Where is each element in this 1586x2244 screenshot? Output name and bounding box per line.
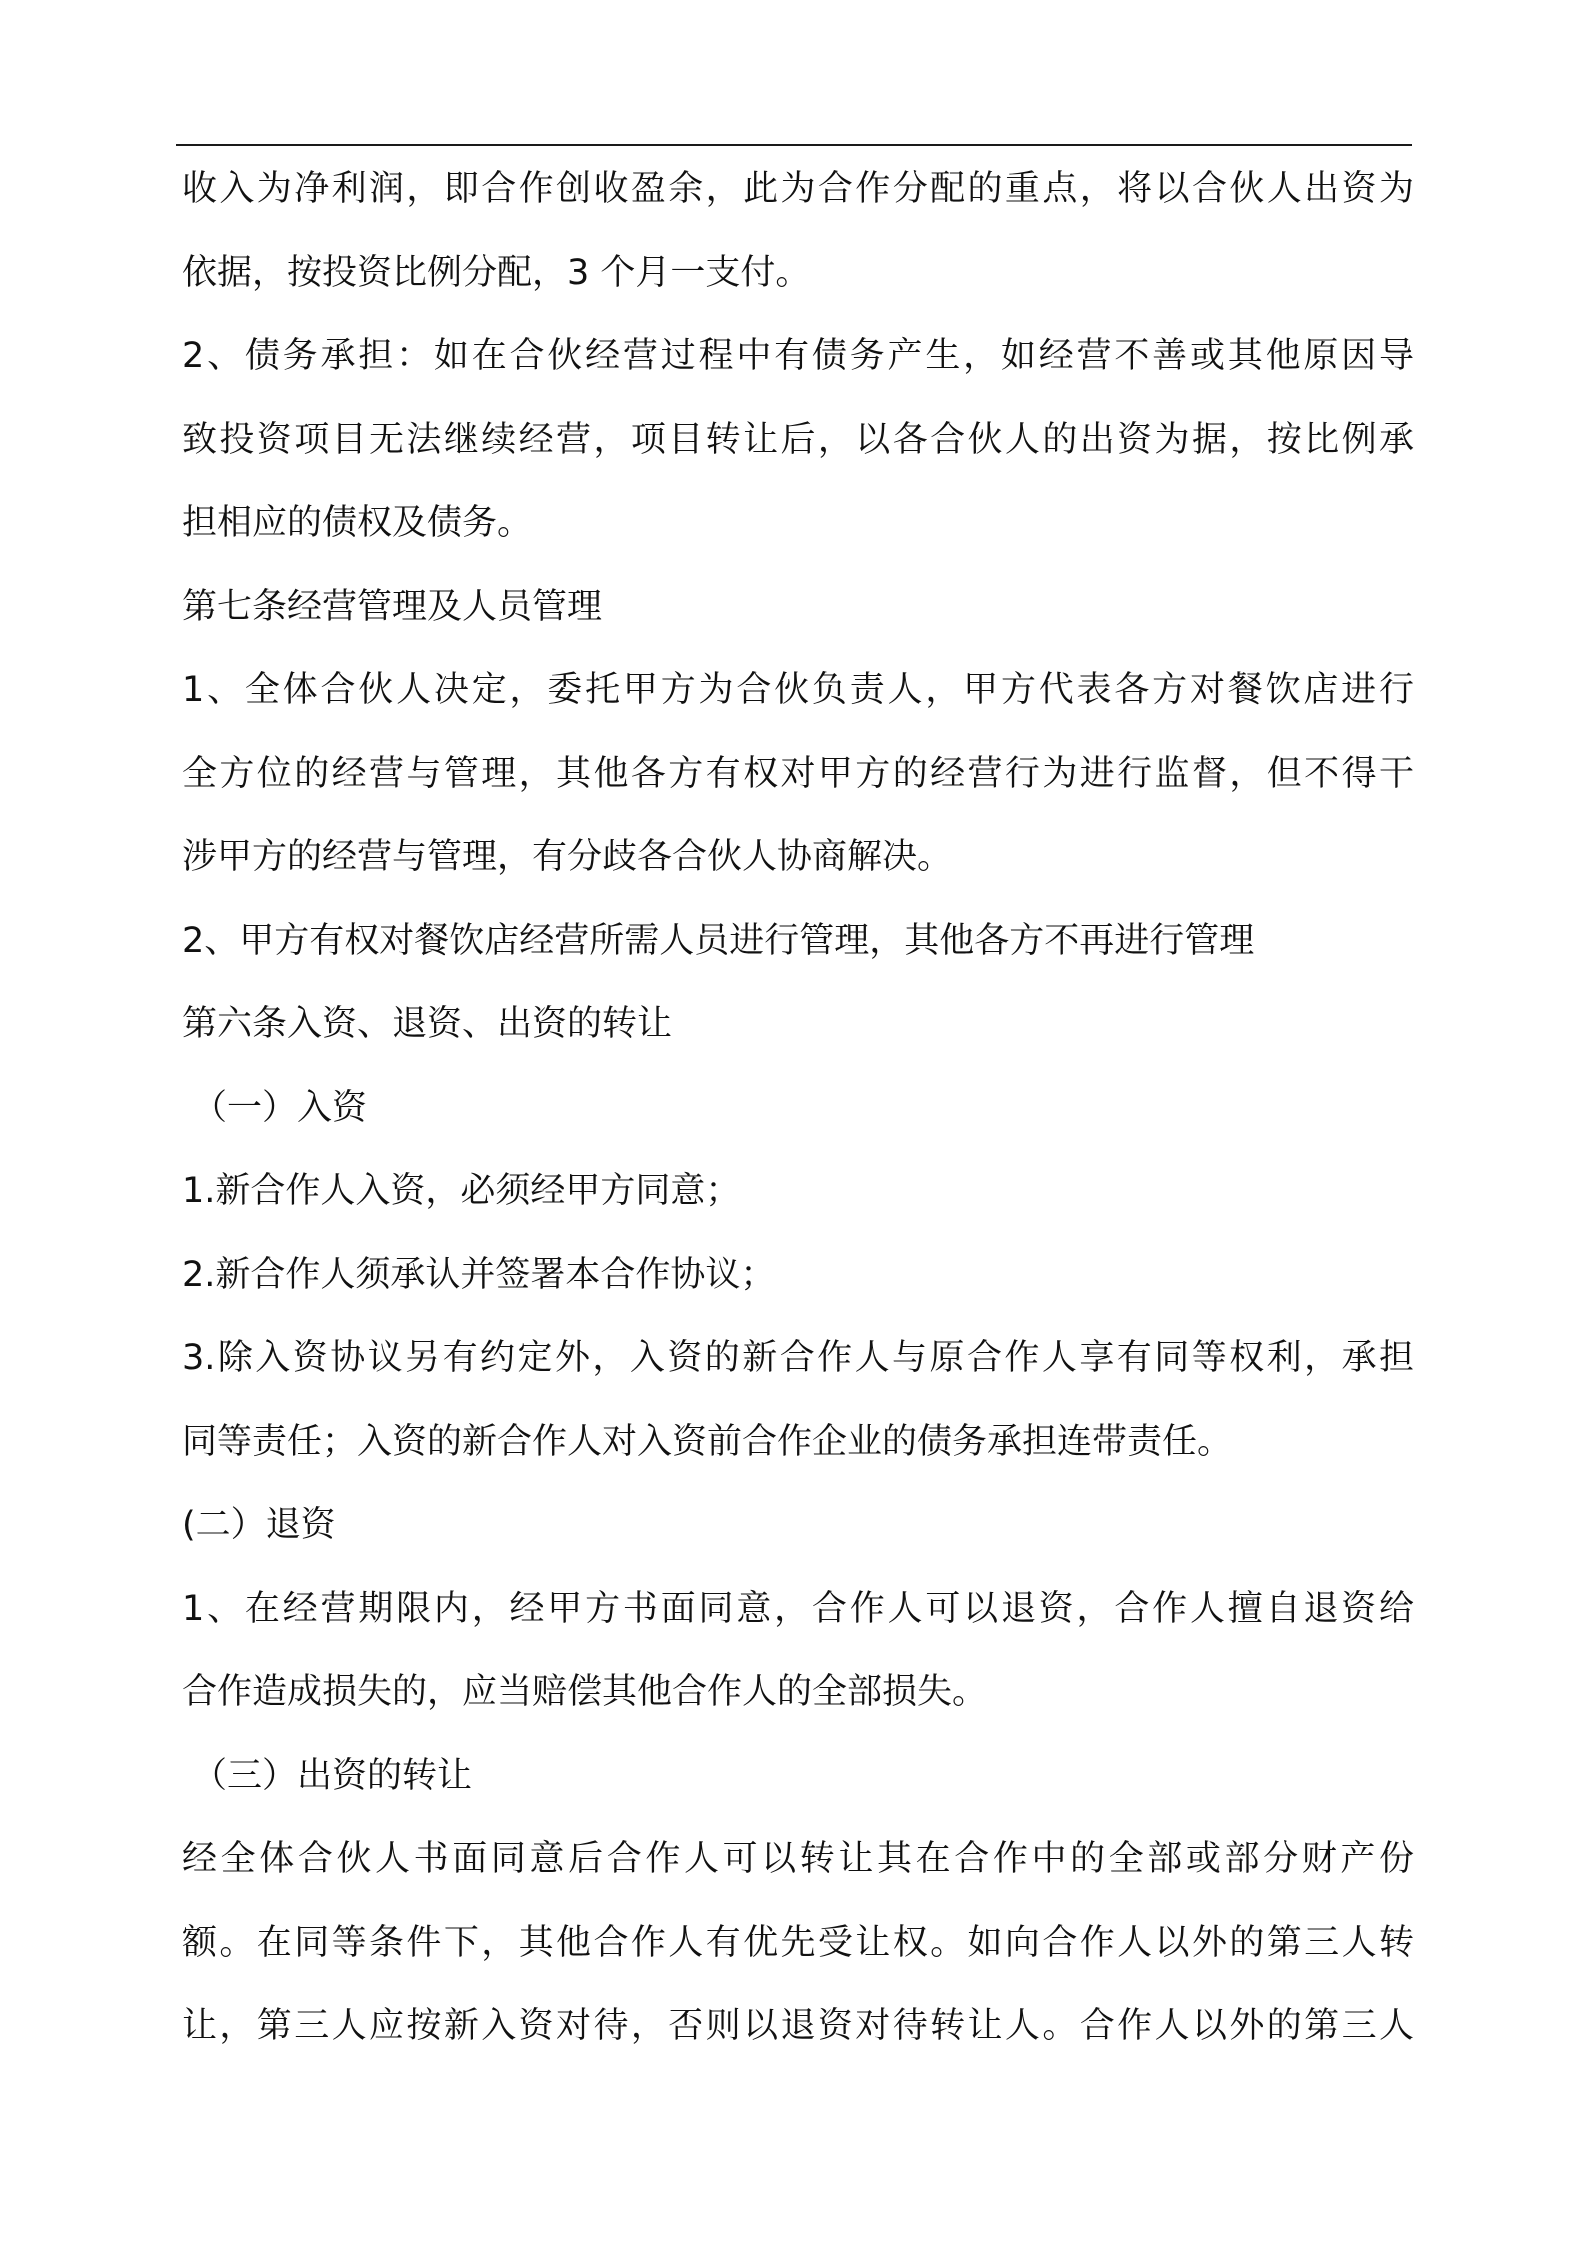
paragraph-line: 依据，按投资比例分配，3 个月一支付。 — [182, 252, 811, 293]
paragraph-line: 致投资项目无法继续经营，项目转让后，以各合伙人的出资为据，按比例承 — [182, 419, 1414, 460]
paragraph-line: 合作造成损失的，应当赔偿其他合作人的全部损失。 — [182, 1672, 988, 1712]
paragraph-line: 2、债务承担：如在合伙经营过程中有债务产生，如经营不善或其他原因导 — [182, 336, 1414, 376]
section-heading: 第六条入资、退资、出资的转让 — [182, 1004, 673, 1044]
paragraph-line: 3.除入资协议另有约定外，入资的新合作人与原合作人享有同等权利，承担 — [182, 1338, 1414, 1378]
paragraph-line: 让，第三人应按新入资对待，否则以退资对待转让人。合作人以外的第三人 — [182, 2006, 1414, 2046]
paragraph-line: 1、在经营期限内，经甲方书面同意，合作人可以退资，合作人擅自退资给 — [182, 1588, 1414, 1629]
paragraph-line: 同等责任；入资的新合作人对入资前合作企业的债务承担连带责任。 — [182, 1421, 1233, 1462]
paragraph-line: 担相应的债权及债务。 — [182, 503, 533, 543]
paragraph-line: 额。在同等条件下，其他合作人有优先受让权。如向合作人以外的第三人转 — [182, 1922, 1414, 1963]
paragraph-line: 2、甲方有权对餐饮店经营所需人员进行管理，其他各方不再进行管理 — [182, 920, 1255, 961]
subsection-heading: （一）入资 — [192, 1087, 368, 1128]
paragraph-line: 1.新合作人入资，必须经甲方同意； — [182, 1171, 741, 1211]
paragraph-line: 涉甲方的经营与管理，有分歧各合伙人协商解决。 — [182, 837, 953, 877]
paragraph-line: 收入为净利润，即合作创收盈余，此为合作分配的重点，将以合伙人出资为 — [182, 169, 1414, 209]
header-rule — [176, 144, 1412, 146]
subsection-heading: （三）出资的转让 — [192, 1755, 473, 1796]
section-heading: 第七条经营管理及人员管理 — [182, 586, 603, 627]
paragraph-line: 经全体合伙人书面同意后合作人可以转让其在合作中的全部或部分财产份 — [182, 1839, 1414, 1879]
paragraph-line: 2.新合作人须承认并签署本合作协议； — [182, 1254, 776, 1295]
paragraph-line: 全方位的经营与管理，其他各方有权对甲方的经营行为进行监督，但不得干 — [182, 753, 1414, 794]
subsection-heading: (二）退资 — [182, 1505, 336, 1545]
paragraph-line: 1、全体合伙人决定，委托甲方为合伙负责人，甲方代表各方对餐饮店进行 — [182, 670, 1414, 710]
document-body — [182, 148, 1414, 2069]
